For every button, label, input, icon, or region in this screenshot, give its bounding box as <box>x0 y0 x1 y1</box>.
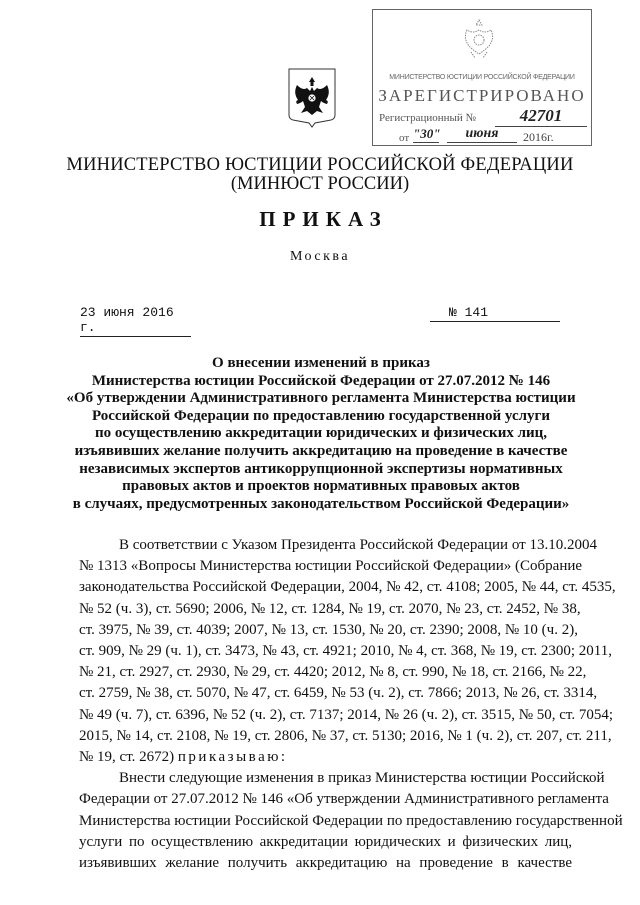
heading-line: Министерства юстиции Российской Федерации от 27.07.2012 № 146 <box>91 372 551 389</box>
order-number: № 141 <box>430 305 560 322</box>
coat-of-arms-icon <box>459 16 499 60</box>
order-verb: приказываю: <box>177 749 288 766</box>
ministry-short-name: (МИНЮСТ РОССИИ) <box>230 174 410 194</box>
body-line: № 49 (ч. 7), ст. 6396, № 52 (ч. 2), ст. 7137; 2014, № 26 (ч. 2), ст. 3515, № 50, ст. 7054; <box>79 706 614 723</box>
body-line: № 21, ст. 2927, ст. 2930, № 29, ст. 4420; 2012, № 8, ст. 990, № 18, ст. 2166, № 22, <box>79 664 587 681</box>
body-line: ст. 2759, № 38, ст. 5070, № 47, ст. 6459, № 53 (ч. 2), ст. 7866; 2013, № 26, ст. 3314, <box>79 685 598 702</box>
body-line: № 1313 «Вопросы Министерства юстиции Российской Федерации» (Собрание <box>79 558 583 575</box>
heading-line: независимых экспертов антикоррупционной экспертизы нормативных <box>79 460 563 477</box>
registration-stamp <box>372 9 592 146</box>
body-line: ст. 3975, № 39, ст. 4039; 2007, № 13, ст. 1530, № 20, ст. 2390; 2008, № 10 (ч. 2), <box>79 621 578 638</box>
stamp-reg-number-label: Регистрационный № <box>379 112 477 124</box>
stamp-date-day: "30" <box>413 126 441 141</box>
stamp-date-month: июня <box>447 126 517 143</box>
body-line: Внести следующие изменения в приказ Министерства юстиции Российской <box>119 770 605 787</box>
order-heading <box>62 355 580 513</box>
body-line: изъявивших желание получить аккредитацию на проведение в качестве <box>79 855 572 872</box>
heading-line: в случаях, предусмотренных законодательством Российской Федерации» <box>72 495 570 512</box>
city: Москва <box>289 249 351 264</box>
body-line: 2015, № 14, ст. 2108, № 19, ст. 2806, № 37, ст. 5130; 2016, № 1 (ч. 2), ст. 207, ст. 211, <box>79 727 612 744</box>
coat-of-arms-icon <box>287 67 337 129</box>
order-date: 23 июня 2016 г. <box>80 305 191 337</box>
body-text: № 19, ст. 2672) <box>79 749 175 766</box>
heading-line: Российской Федерации по предоставлению государственной услуги <box>91 407 550 424</box>
stamp-date-year: 2016г. <box>523 130 554 144</box>
stamp-registered-label: ЗАРЕГИСТРИРОВАНО <box>378 86 586 105</box>
heading-line: «Об утверждении Административного регламента Министерства юстиции <box>66 390 576 407</box>
stamp-reg-number: 42701 <box>495 106 587 127</box>
heading-line: О внесении изменений в приказ <box>212 355 430 371</box>
document-type: ПРИКАЗ <box>259 207 388 231</box>
body-line: Министерства юстиции Российской Федерации по предоставлению государственной <box>79 812 623 829</box>
heading-line: изъявивших желание получить аккредитацию на проведение в качестве <box>74 442 568 459</box>
heading-line: по осуществлению аккредитации юридических и физических лиц, <box>94 425 548 442</box>
heading-line: правовых актов и проектов нормативных правовых актов <box>122 478 520 495</box>
body-line: Федерации от 27.07.2012 № 146 «Об утверждении Административного регламента <box>79 791 609 808</box>
body-line <box>79 747 572 768</box>
stamp-date-prefix: от <box>399 132 410 144</box>
body-line: законодательства Российской Федерации, 2004, № 42, ст. 4108; 2005, № 44, ст. 4535, <box>79 579 616 596</box>
body-line: В соответствии с Указом Президента Российской Федерации от 13.10.2004 <box>119 537 597 553</box>
order-body <box>79 535 623 874</box>
stamp-ministry-line: МИНИСТЕРСТВО ЮСТИЦИИ РОССИЙСКОЙ ФЕДЕРАЦИИ <box>389 74 575 81</box>
body-line: услуги по осуществлению аккредитации юридических и физических лиц, <box>79 833 572 850</box>
ministry-title: МИНИСТЕРСТВО ЮСТИЦИИ РОССИЙСКОЙ ФЕДЕРАЦИИ <box>66 155 574 175</box>
body-line: № 52 (ч. 3), ст. 5690; 2006, № 12, ст. 1284, № 19, ст. 2070, № 23, ст. 2452, № 38, <box>79 600 581 617</box>
body-line: ст. 909, № 29 (ч. 1), ст. 3473, № 43, ст. 4921; 2010, № 4, ст. 368, № 19, ст. 2300; 2011, <box>79 643 612 660</box>
